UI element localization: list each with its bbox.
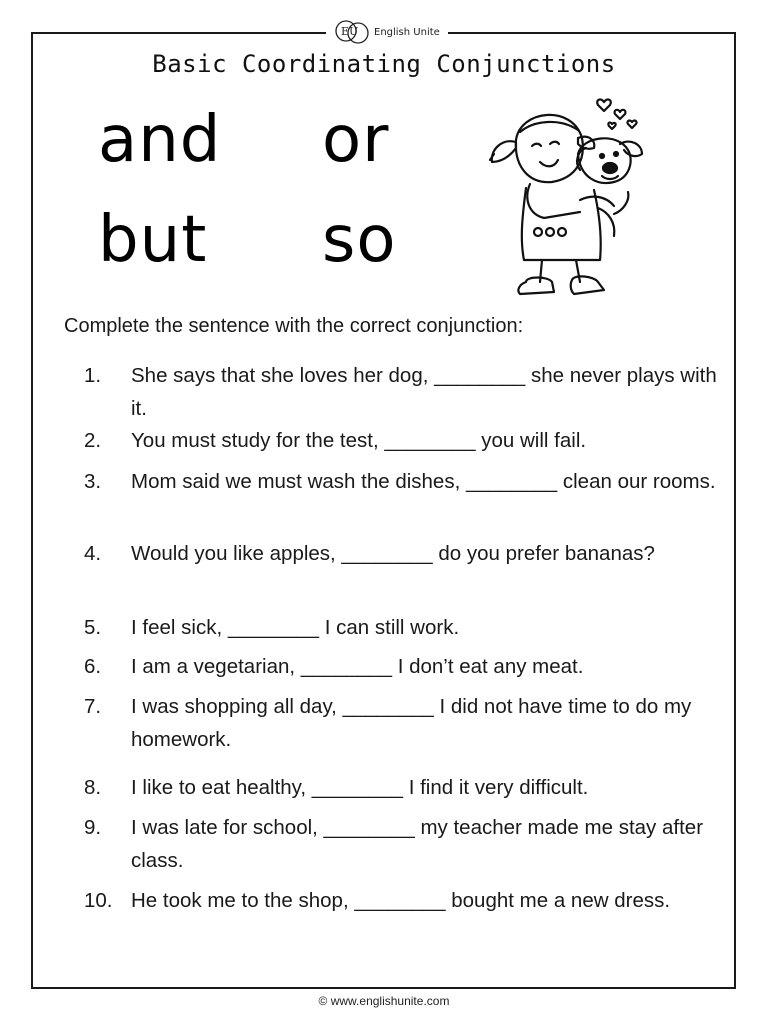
conjunction-and: and — [98, 103, 222, 177]
page-title: Basic Coordinating Conjunctions — [152, 50, 616, 78]
question-text: I like to eat healthy, ________ I find it very difficult. — [131, 776, 589, 799]
heart-icon — [615, 110, 626, 119]
conjunction-but: but — [98, 203, 208, 277]
english-unite-logo-icon — [334, 18, 370, 46]
question-text: She says that she loves her dog, ________ she never plays with it. — [131, 364, 717, 420]
question-text: I feel sick, ________ I can still work. — [131, 616, 460, 639]
svg-text:EU: EU — [341, 25, 359, 38]
question-number: 2. — [84, 429, 102, 452]
question-number: 8. — [84, 776, 102, 799]
heart-icon — [608, 123, 615, 129]
question-number: 7. — [84, 695, 102, 718]
question-number: 10. — [84, 889, 113, 912]
question-text: Mom said we must wash the dishes, ________ clean our rooms. — [131, 470, 716, 493]
brand-name: English Unite — [374, 26, 440, 38]
footer-copyright: © www.englishunite.com — [318, 994, 450, 1008]
question-number: 3. — [84, 470, 102, 493]
question-number: 4. — [84, 542, 102, 565]
conjunction-or: or — [322, 103, 390, 177]
question-text: I was shopping all day, ________ I did not have time to do my homework. — [131, 695, 692, 751]
question-number: 5. — [84, 616, 102, 639]
girl-hugging-dog-illustration — [486, 92, 676, 304]
question-text: Would you like apples, ________ do you prefer bananas? — [131, 542, 655, 565]
heart-icon — [597, 99, 611, 111]
question-number: 6. — [84, 655, 102, 678]
question-number: 9. — [84, 816, 102, 839]
question-number: 1. — [84, 364, 102, 387]
conjunction-so: so — [322, 203, 397, 277]
question-text: He took me to the shop, ________ bought me a new dress. — [131, 889, 671, 912]
heart-icon — [627, 121, 636, 128]
question-text: I was late for school, ________ my teacher made me stay after class. — [131, 816, 704, 872]
question-text: I am a vegetarian, ________ I don’t eat any meat. — [131, 655, 584, 678]
question-text: You must study for the test, ________ you will fail. — [131, 429, 587, 452]
instruction-text: Complete the sentence with the correct conjunction: — [64, 315, 524, 337]
brand-header — [326, 17, 448, 47]
